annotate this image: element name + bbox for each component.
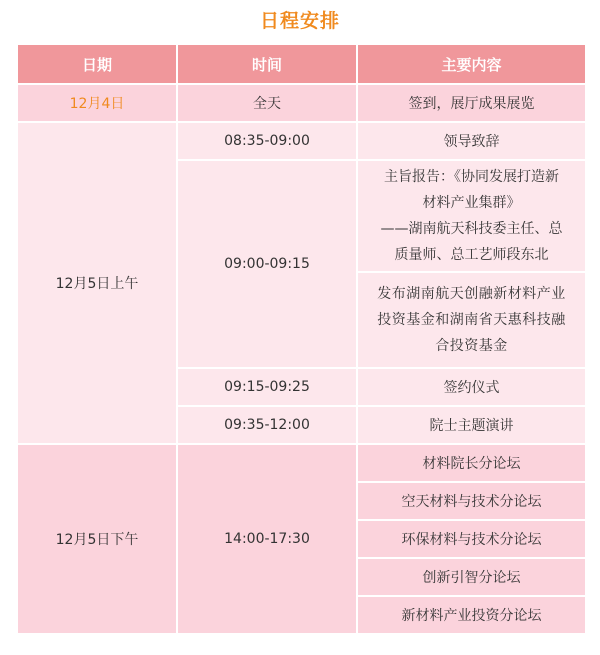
table-row (17, 84, 586, 122)
fund-release-cell (357, 272, 586, 368)
report-line: ——湖南航天科技委主任、总 (380, 221, 563, 237)
content-cell: 领导致辞 (357, 122, 586, 160)
report-line: 主旨报告：《协同发展打造新 (384, 169, 559, 185)
time-cell: 09:35-12:00 (177, 406, 357, 444)
keynote-report-cell (357, 160, 586, 272)
header-time: 时间 (177, 44, 357, 84)
date-cell: 12月5日下午 (17, 444, 177, 634)
schedule-table (16, 43, 587, 635)
date-cell: 12月5日上午 (17, 122, 177, 444)
date-cell: 12月4日 (17, 84, 177, 122)
content-cell: 签到，展厅成果展览 (357, 84, 586, 122)
time-cell: 09:00-09:15 (177, 160, 357, 368)
header-content: 主要内容 (357, 44, 586, 84)
report-line: 材料产业集群》 (422, 195, 521, 211)
release-line: 合投资基金 (435, 338, 508, 354)
report-line: 质量师、总工艺师段东北 (394, 247, 549, 263)
content-cell: 院士主题演讲 (357, 406, 586, 444)
forum-cell: 材料院长分论坛 (357, 444, 586, 482)
time-cell: 09:15-09:25 (177, 368, 357, 406)
forum-cell: 创新引智分论坛 (357, 558, 586, 596)
content-cell: 签约仪式 (357, 368, 586, 406)
time-cell: 全天 (177, 84, 357, 122)
release-line: 发布湖南航天创融新材料产业 (377, 286, 566, 302)
header-date: 日期 (17, 44, 177, 84)
forum-cell: 新材料产业投资分论坛 (357, 596, 586, 634)
forum-cell: 环保材料与技术分论坛 (357, 520, 586, 558)
page-title: 日程安排 (259, 10, 340, 32)
forum-cell: 空天材料与技术分论坛 (357, 482, 586, 520)
time-cell: 08:35-09:00 (177, 122, 357, 160)
time-cell: 14:00-17:30 (177, 444, 357, 634)
table-row (17, 444, 586, 482)
header-row (17, 44, 586, 84)
table-row (17, 122, 586, 160)
release-line: 投资基金和湖南省天惠科技融 (377, 312, 566, 328)
